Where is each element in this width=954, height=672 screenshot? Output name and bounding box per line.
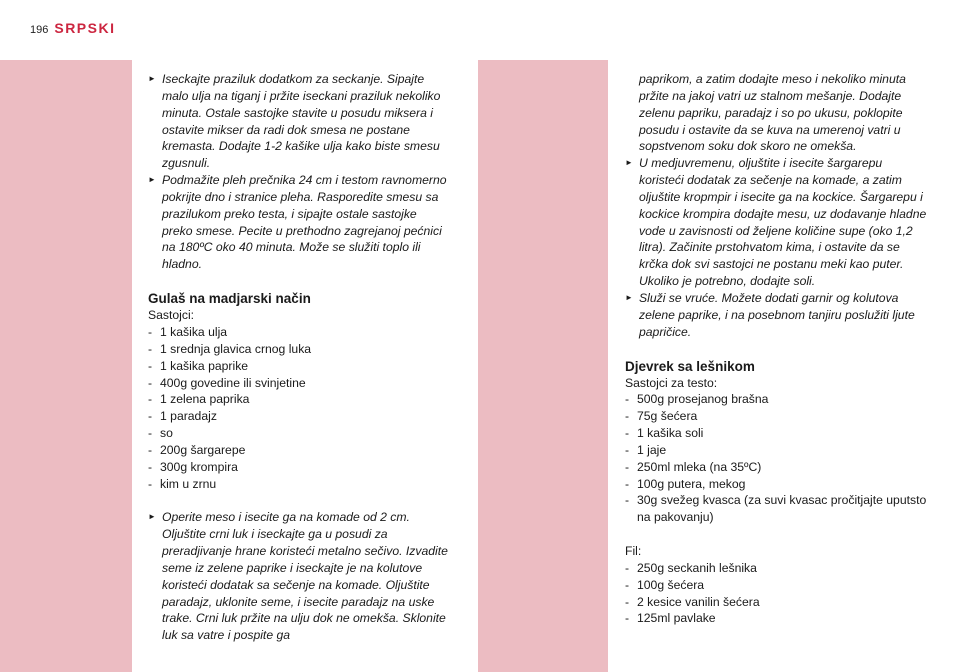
ingredient-item: - 1 kašika paprike [148,358,249,373]
ingredient-item: - 1 jaje [625,442,667,457]
language-label: SRPSKI [54,20,116,36]
left-column [148,71,450,644]
step-bake [148,172,450,273]
right-column [625,71,930,627]
step-text: Podmažite pleh prečnika 24 cm i testom ravnomerno pokrijte dno i stranice pleha. Rasporedite smesu sa prazilukom preko testa, i sipajte ostale sastojke preko smese. Pecite u prethodno zagrejanoj pećnici na 180ºC oko 40 minuta. Može se služiti toplo ili hladno. [162,173,447,272]
step-leek [148,71,450,172]
step-text: Operite meso i isecite ga na komade od 2 cm. Oljuštite crni luk i iseckajte ga u posudi za preradjivanje hrane koristeći metalno sečivo. Izvadite seme iz zelene paprike i iseckajte je na kolutove koristeći dodatak sa sečenje na komade. Oljuštite paradajz, uklonite seme, i isecite paradajz na uske trake. Crni luk pržite na ulju dok ne omekša. Sklonite luk sa vatre i pospite ga [162,510,448,643]
recipe-title-goulash: Gulaš na madjarski način [148,291,311,307]
bullet-icon: ► [625,158,633,168]
ingredient-item: - 1 srednja glavica crnog luka [148,341,312,356]
step-continuation: paprikom, a zatim dodajte meso i nekoliko minuta pržite na jakoj vatri uz stalnom mešanje. Dodajte zelenu papriku, paradajz i so po ukusu, poklopite posudu i ostavite da se kuva na umerenoj vatri u sopstvenom soku dok skoro ne omekša. [639,72,906,154]
ingredient-item: - kim u zrnu [148,476,217,491]
ingredient-item: - 250ml mleka (na 35ºC) [625,459,762,474]
decorative-band-right [478,60,608,672]
dough-label: Sastojci za testo: [625,375,718,390]
step-text: Služi se vruće. Možete dodati garnir og kolutova zelene paprike, i na posebnom tanjiru poslužiti ljute papričice. [639,290,915,339]
page-header [30,20,115,38]
step-serve [625,290,930,341]
step-text: U medjuvremenu, oljuštite i isecite šargarepu koristeći dodatak za sečenje na komade, a zatim oljuštite kropmpir i isecite ga na kockice. Šargarepu i kockice krompira dodajte mesu, uz dodavanje hladne vode u zavisnosti od željene količine supe (oko 1,2 litra). Začinite prstohvatom kima, i ostavite da se krčka dok svi sastojci ne postanu meki kao puter. Ukoliko je potrebno, dodajte soli. [639,156,927,289]
bullet-icon: ► [625,292,633,302]
step-carrots [625,155,930,290]
step-meat [148,509,450,644]
ingredient-item: - 500g prosejanog brašna [625,392,769,407]
bullet-icon: ► [148,74,156,83]
ingredients-label: Sastojci: [148,308,195,323]
ingredient-item: - 2 kesice vanilin šećera [625,594,760,609]
ingredient-item: - 75g šećera [625,409,698,424]
ingredient-item: - 250g seckanih lešnika [625,560,757,575]
ingredient-item: - so [148,426,173,441]
step-text: Iseckajte praziluk dodatkom za seckanje. Sipajte malo ulja na tiganj i pržite iseckani praziluk nekoliko minuta. Ostale sastojke stavite u posudu miksera i ostavite mikser da radi dok smesa ne postane kremasta. Dodajte 1-2 kašike ulja kako biste smesu zgusnuli. [162,72,441,171]
recipe-title-djevrek: Djevrek sa lešnikom [625,358,755,374]
ingredient-item: - 200g šargarepe [148,442,246,457]
ingredient-item: - 1 zelena paprika [148,392,250,407]
ingredient-item: - 125ml pavlake [625,611,716,626]
ingredient-item: - 400g govedine ili svinjetine [148,375,306,390]
bullet-icon: ► [148,175,156,185]
ingredient-item: - 1 kašika ulja [148,324,228,339]
ingredient-item: - 100g šećera [625,577,705,592]
filling-label: Fil: [625,544,642,559]
ingredient-item: - 30g svežeg kvasca (za suvi kvasac pročitjajte uputsto na pakovanju) [625,493,927,525]
ingredient-item: - 1 paradajz [148,409,217,424]
ingredient-item: - 300g krompira [148,459,238,474]
decorative-band-left [0,60,132,672]
bullet-icon: ► [148,512,156,522]
page-number: 196 [30,24,49,36]
ingredient-item: - 1 kašika soli [625,426,704,441]
ingredient-item: - 100g putera, mekog [625,476,746,491]
